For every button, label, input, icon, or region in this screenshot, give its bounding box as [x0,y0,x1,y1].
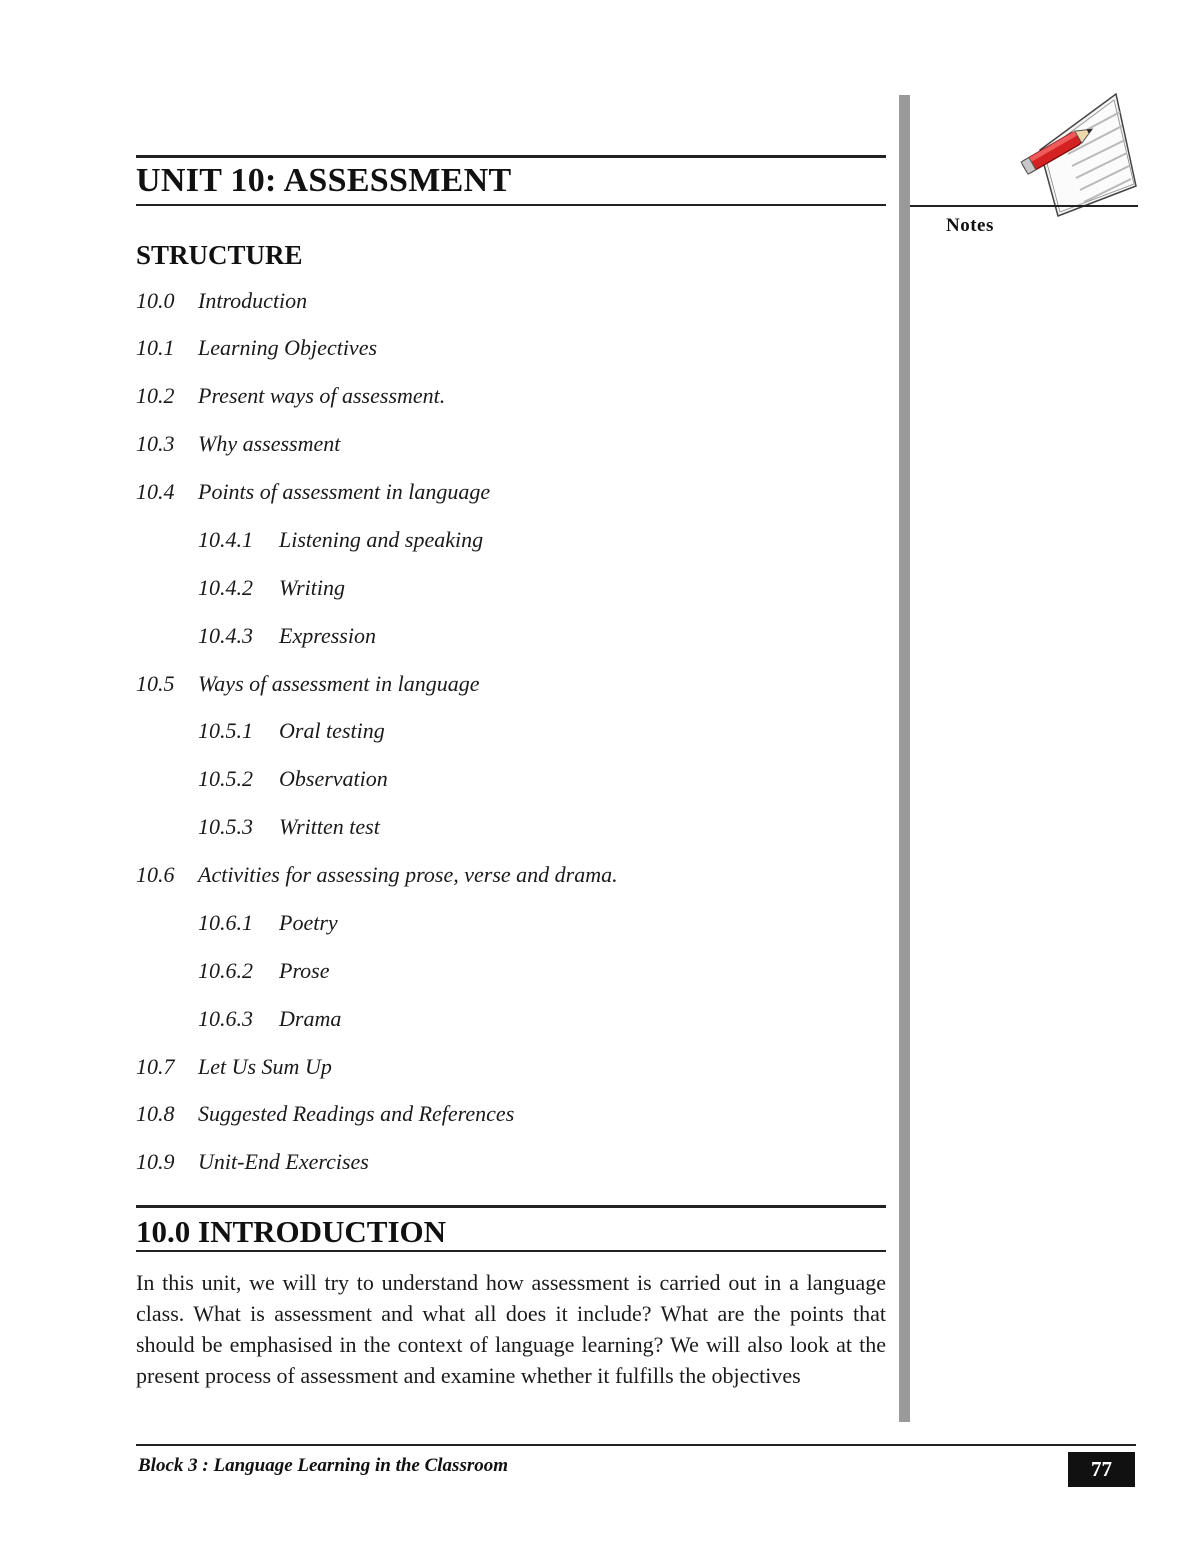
toc-number: 10.5 [136,671,175,696]
toc-text: Prose [279,958,330,983]
section-heading-introduction: 10.0 INTRODUCTION [136,1214,447,1249]
toc-number: 10.0 [136,288,175,313]
toc-number: 10.5.2 [198,766,253,791]
toc-text: Let Us Sum Up [198,1054,332,1079]
toc-number: 10.9 [136,1149,175,1174]
page-number: 77 [1068,1452,1135,1487]
toc-number: 10.6 [136,862,175,887]
toc-text: Observation [279,766,388,791]
toc-item [136,431,340,457]
toc-subitem [198,623,376,649]
section-top-rule [136,1205,886,1208]
toc-text: Unit-End Exercises [198,1149,369,1174]
toc-text: Writing [279,575,346,600]
toc-text: Suggested Readings and References [198,1101,515,1126]
toc-subitem [198,1006,341,1032]
toc-number: 10.4.1 [198,527,253,552]
toc-text: Introduction [198,288,308,313]
toc-text: Written test [279,814,380,839]
section-bottom-rule [136,1250,886,1252]
toc-item [136,1149,369,1175]
toc-number: 10.8 [136,1101,175,1126]
notes-pencil-paper-icon [1018,90,1140,222]
toc-item [136,1101,514,1127]
toc-number: 10.5.1 [198,718,253,743]
footer-rule [136,1444,1136,1446]
toc-subitem [198,814,380,840]
toc-text: Ways of assessment in language [198,671,480,696]
introduction-paragraph: In this unit, we will try to understand how assessment is carried out in a language class. What is assessment and what all does it include? What are the points that should be emphasised in the context of language learning? We will also look at the present process of assessment and examine whether it fulfills the objectives [136,1270,886,1388]
toc-subitem [198,527,483,553]
notes-rule [910,205,1138,207]
toc-number: 10.4 [136,479,175,504]
toc-subitem [198,575,345,601]
toc-item [136,335,377,361]
toc-item [136,288,307,314]
toc-number: 10.6.2 [198,958,253,983]
title-bottom-rule [136,204,886,206]
toc-text: Activities for assessing prose, verse and drama. [198,862,618,887]
toc-number: 10.2 [136,383,175,408]
toc-number: 10.3 [136,431,175,456]
toc-subitem [198,718,385,744]
toc-text: Oral testing [279,718,385,743]
toc-subitem [198,766,388,792]
title-top-rule [136,155,886,158]
toc-subitem [198,910,338,936]
toc-text: Points of assessment in language [198,479,491,504]
margin-bar [899,95,910,1422]
toc-number: 10.7 [136,1054,175,1079]
notes-label: Notes [946,215,994,236]
toc-number: 10.4.2 [198,575,253,600]
unit-title: UNIT 10: ASSESSMENT [136,162,512,199]
toc-number: 10.6.1 [198,910,253,935]
toc-number: 10.5.3 [198,814,253,839]
toc-number: 10.1 [136,335,175,360]
toc-text: Poetry [279,910,338,935]
toc-text: Drama [279,1006,342,1031]
toc-number: 10.6.3 [198,1006,253,1031]
toc-item [136,671,480,697]
toc-text: Why assessment [198,431,341,456]
toc-item [136,383,445,409]
toc-item [136,479,490,505]
toc-text: Listening and speaking [279,527,484,552]
toc-text: Learning Objectives [198,335,378,360]
toc-number: 10.4.3 [198,623,253,648]
toc-item [136,862,618,888]
toc-text: Present ways of assessment. [198,383,446,408]
footer-block-title: Block 3 : Language Learning in the Classroom [138,1455,509,1476]
toc-item [136,1054,332,1080]
structure-heading: STRUCTURE [136,240,303,270]
toc-subitem [198,958,330,984]
toc-text: Expression [279,623,376,648]
